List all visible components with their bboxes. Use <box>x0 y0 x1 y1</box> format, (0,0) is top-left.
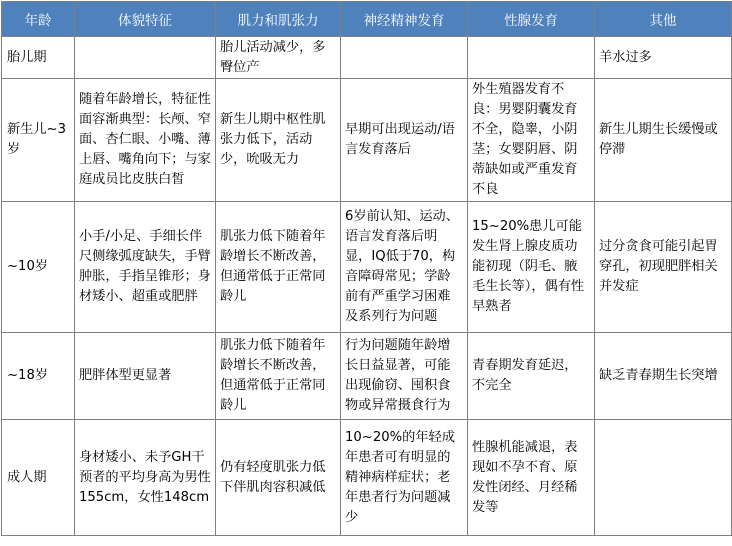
cell-other: 新生儿期生长缓慢或停滞 <box>595 79 732 202</box>
cell-gonadal-development: 性腺机能减退，表现如不孕不育、原发性闭经、月经稀发等 <box>468 420 595 536</box>
cell-neuro-development: 6岁前认知、运动、语言发育落后明显，IQ低于70，构音障碍常见；学龄前有严重学习困难及系列行为问题 <box>341 202 468 333</box>
cell-physical-features: 随着年龄增长，特征性面容渐典型：长颅、窄面、杏仁眼、小嘴、薄上唇、嘴角向下；与家庭成员比皮肤白皙 <box>75 79 216 202</box>
header-neuro-development: 神经精神发育 <box>341 2 468 37</box>
cell-gonadal-development: 15~20%患儿可能发生肾上腺皮质功能初现（阴毛、腋毛生长等），偶有性早熟者 <box>468 202 595 333</box>
header-gonadal-development: 性腺发育 <box>468 2 595 37</box>
cell-muscle-tone: 肌张力低下随着年龄增长不断改善，但通常低于正常同龄儿 <box>216 202 341 333</box>
cell-muscle-tone: 胎儿活动减少，多臀位产 <box>216 37 341 79</box>
cell-physical-features: 身材矮小、未予GH干预者的平均身高为男性155cm，女性148cm <box>75 420 216 536</box>
table-row <box>2 37 732 79</box>
cell-neuro-development <box>341 37 468 79</box>
cell-physical-features: 小手/小足、手细长伴尺侧缘弧度缺失，手臂肿胀，手指呈锥形；身材矮小、超重或肥胖 <box>75 202 216 333</box>
cell-neuro-development: 早期可出现运动/语言发育落后 <box>341 79 468 202</box>
cell-other: 过分贪食可能引起胃穿孔，初现肥胖相关并发症 <box>595 202 732 333</box>
cell-physical-features <box>75 37 216 79</box>
header-muscle-tone: 肌力和肌张力 <box>216 2 341 37</box>
header-age: 年龄 <box>2 2 75 37</box>
header-physical-features: 体貌特征 <box>75 2 216 37</box>
cell-other <box>595 420 732 536</box>
cell-neuro-development: 行为问题随年龄增长日益显著，可能出现偷窃、囤积食物或异常摄食行为 <box>341 333 468 420</box>
cell-age: 成人期 <box>2 420 75 536</box>
table-row <box>2 420 732 536</box>
cell-gonadal-development: 外生殖器发育不良：男婴阴囊发育不全，隐睾，小阴茎；女婴阴唇、阴蒂缺如或严重发育不良 <box>468 79 595 202</box>
cell-gonadal-development: 青春期发育延迟，不完全 <box>468 333 595 420</box>
cell-age: ~10岁 <box>2 202 75 333</box>
cell-age: 胎儿期 <box>2 37 75 79</box>
cell-muscle-tone: 仍有轻度肌张力低下伴肌肉容积减低 <box>216 420 341 536</box>
cell-physical-features: 肥胖体型更显著 <box>75 333 216 420</box>
cell-age: 新生儿~3岁 <box>2 79 75 202</box>
table-row <box>2 79 732 202</box>
table-header-row <box>2 2 732 37</box>
table-row <box>2 333 732 420</box>
cell-muscle-tone: 肌张力低下随着年龄增长不断改善，但通常低于正常同龄儿 <box>216 333 341 420</box>
cell-gonadal-development <box>468 37 595 79</box>
header-other: 其他 <box>595 2 732 37</box>
cell-other: 羊水过多 <box>595 37 732 79</box>
table-row <box>2 202 732 333</box>
cell-age: ~18岁 <box>2 333 75 420</box>
cell-other: 缺乏青春期生长突增 <box>595 333 732 420</box>
cell-neuro-development: 10~20%的年轻成年患者可有明显的精神病样症状；老年患者行为问题减少 <box>341 420 468 536</box>
cell-muscle-tone: 新生儿期中枢性肌张力低下，活动少，吮吸无力 <box>216 79 341 202</box>
prader-willi-feature-table <box>1 1 732 536</box>
